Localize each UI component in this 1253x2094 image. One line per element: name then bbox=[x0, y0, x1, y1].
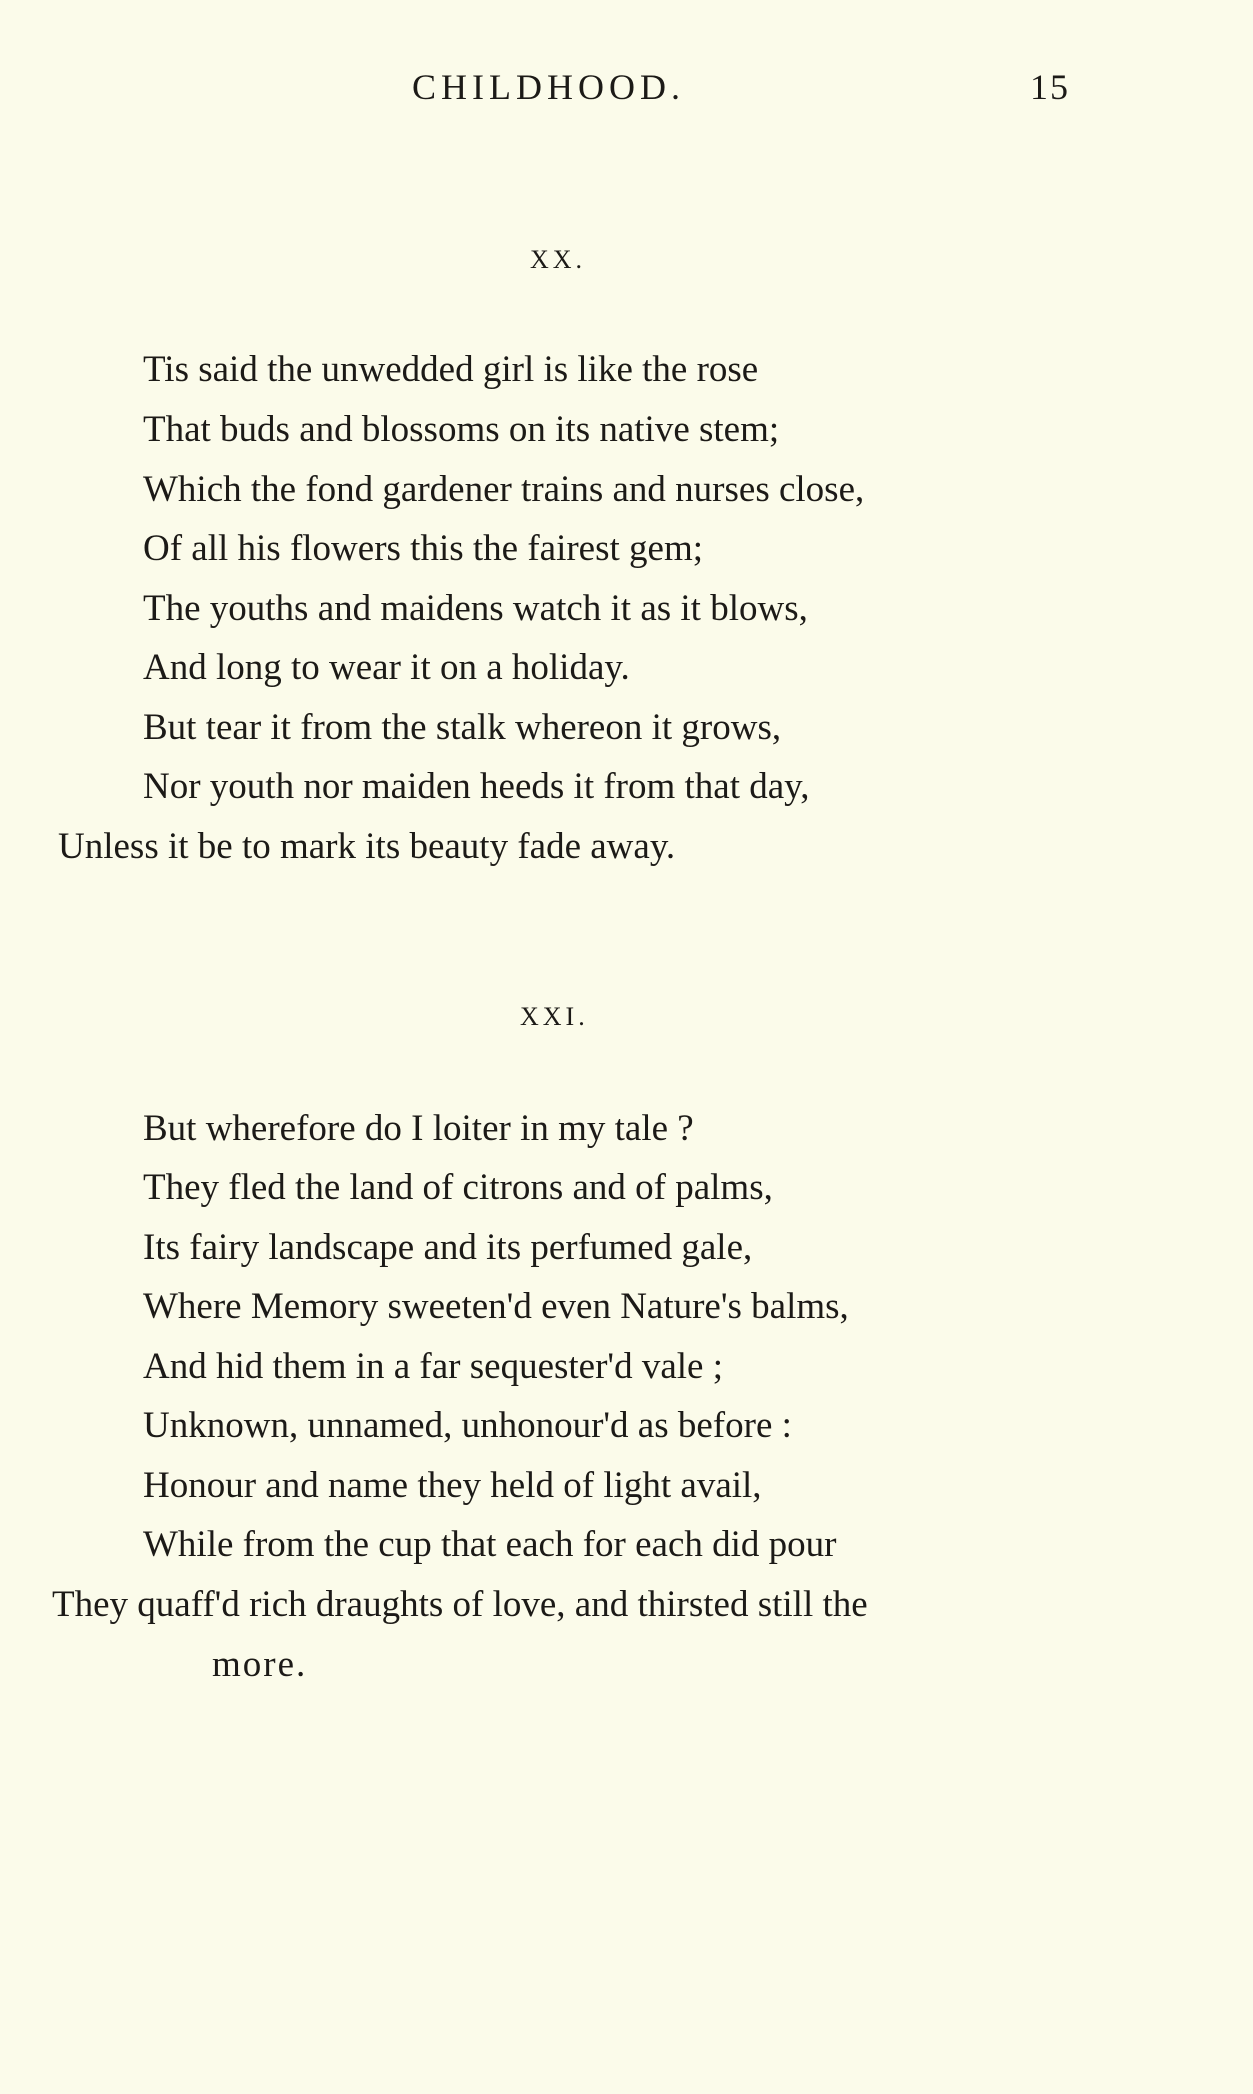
verse-line: But wherefore do I loiter in my tale ? bbox=[143, 1108, 694, 1149]
page-number: 15 bbox=[1030, 67, 1070, 107]
verse-line: They fled the land of citrons and of palms, bbox=[143, 1167, 773, 1208]
verse-line: Nor youth nor maiden heeds it from that day, bbox=[143, 766, 810, 807]
verse-line: Unless it be to mark its beauty fade away. bbox=[58, 826, 676, 867]
verse-line: Tis said the unwedded girl is like the rose bbox=[143, 349, 759, 390]
verse-line: And long to wear it on a holiday. bbox=[143, 647, 630, 688]
verse-line: And hid them in a far sequester'd vale ; bbox=[143, 1346, 723, 1387]
verse-line: Which the fond gardener trains and nurses close, bbox=[143, 469, 865, 510]
stanza-number: XXI. bbox=[520, 1002, 589, 1031]
verse-line: Where Memory sweeten'd even Nature's balms, bbox=[143, 1286, 849, 1327]
verse-line-continuation: more. bbox=[212, 1644, 308, 1685]
verse-line: They quaff'd rich draughts of love, and thirsted still the bbox=[52, 1584, 868, 1625]
verse-line: The youths and maidens watch it as it blows, bbox=[143, 588, 808, 629]
verse-line: Its fairy landscape and its perfumed gale, bbox=[143, 1227, 753, 1268]
verse-line: Honour and name they held of light avail, bbox=[143, 1465, 762, 1506]
verse-line: But tear it from the stalk whereon it grows, bbox=[143, 707, 782, 748]
verse-line: While from the cup that each for each did pour bbox=[143, 1524, 837, 1565]
verse-line: Unknown, unnamed, unhonour'd as before : bbox=[143, 1405, 792, 1446]
stanza-number: XX. bbox=[530, 245, 587, 274]
verse-line: Of all his flowers this the fairest gem; bbox=[143, 528, 704, 569]
verse-line: That buds and blossoms on its native stem; bbox=[143, 409, 780, 450]
running-title: CHILDHOOD. bbox=[412, 67, 685, 107]
